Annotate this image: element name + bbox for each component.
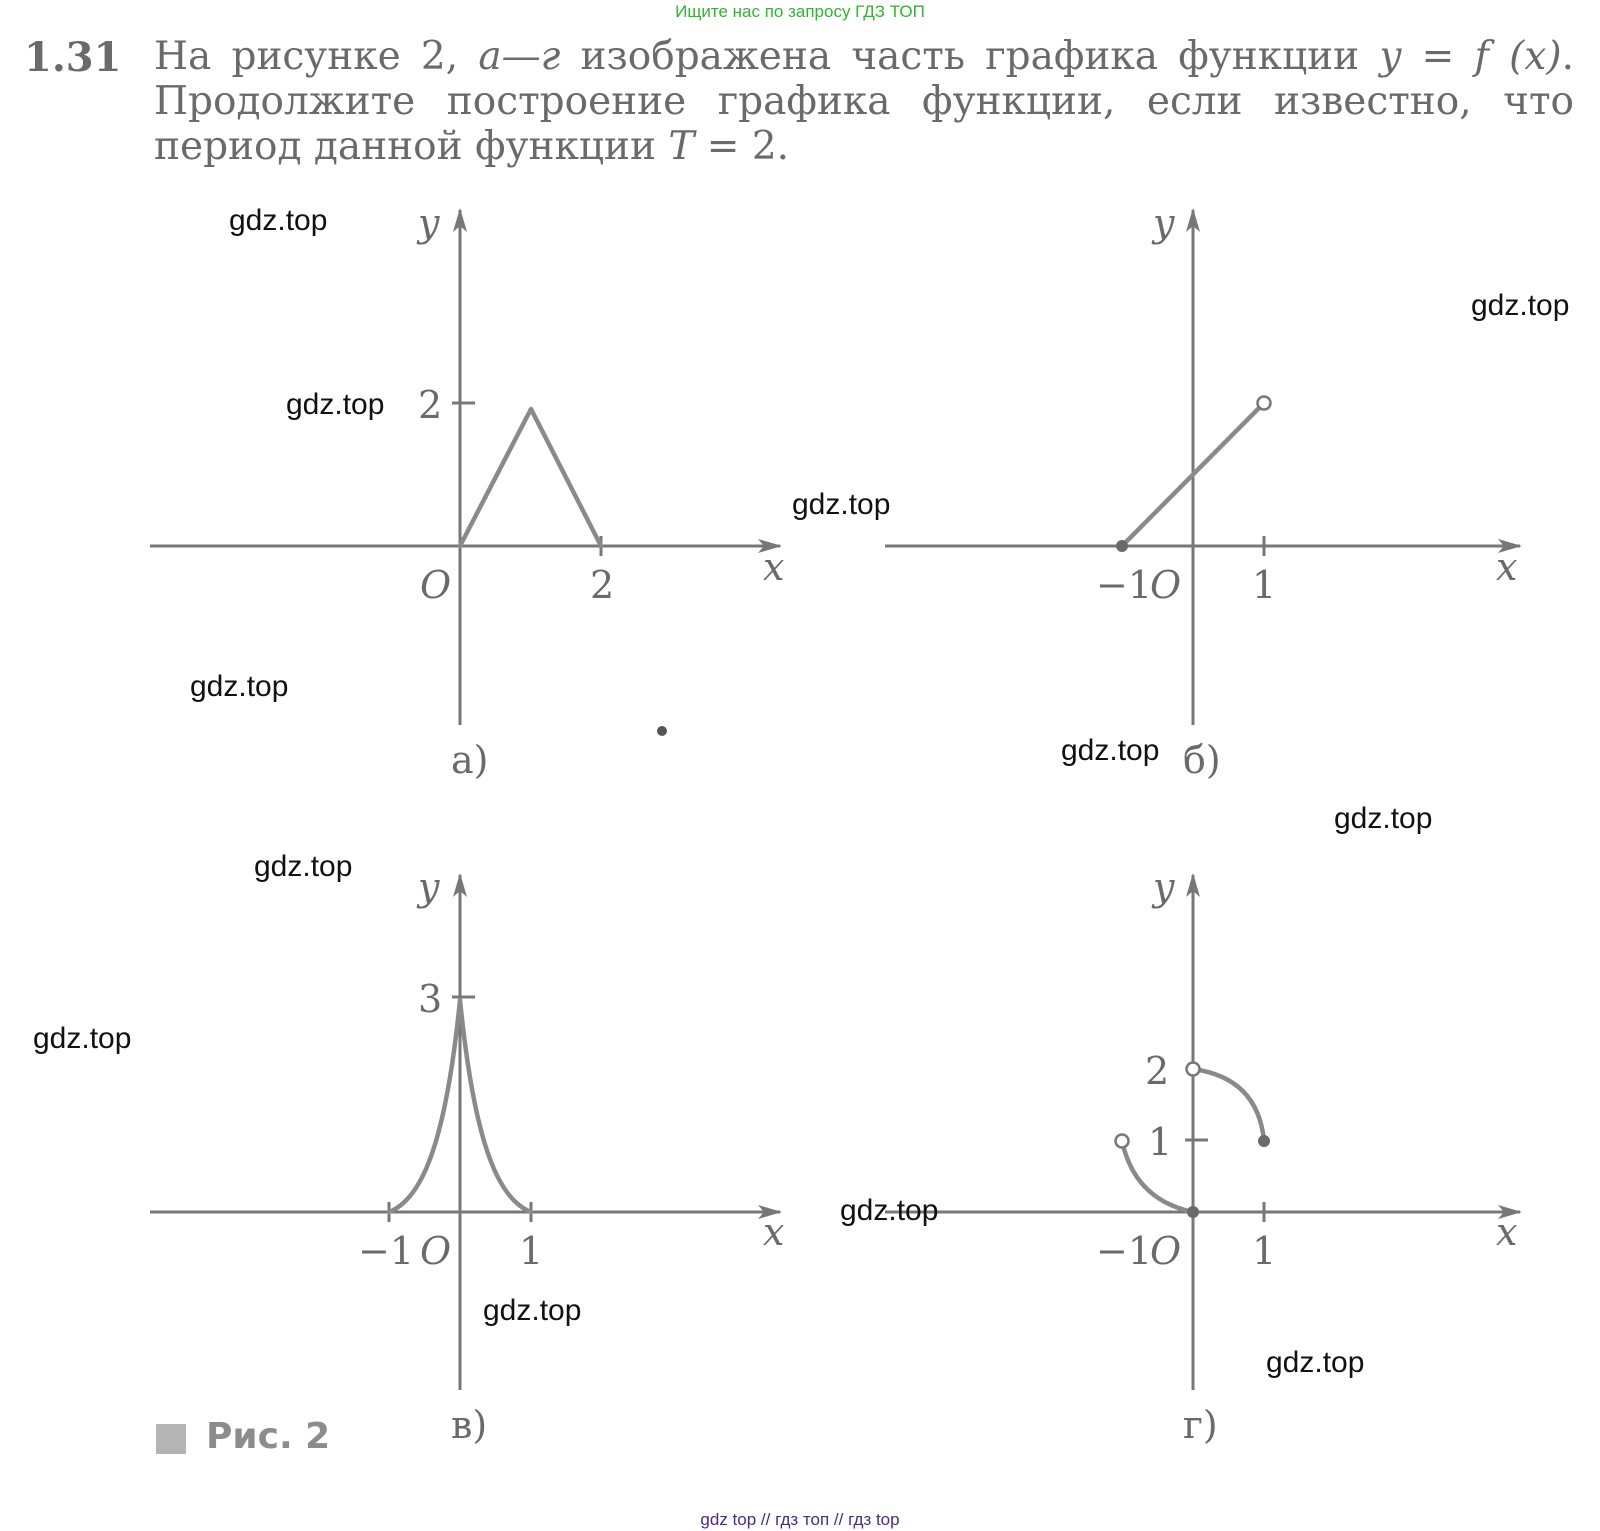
x-tick-label: −1	[358, 1229, 415, 1273]
watermark: gdz.top	[229, 204, 328, 237]
panel-caption-b: б)	[1183, 738, 1221, 782]
panel-caption-v: в)	[451, 1403, 488, 1447]
text-fragment: На рисунке 2,	[154, 34, 479, 79]
period-value: = 2.	[694, 124, 790, 169]
closed-endpoint	[1258, 1135, 1270, 1147]
y-axis-label: y	[1153, 865, 1175, 909]
watermark: gdz.top	[483, 1294, 582, 1327]
closed-endpoint	[1116, 540, 1128, 552]
open-endpoint	[1258, 397, 1271, 410]
x-tick-label: 1	[519, 1229, 544, 1273]
x-axis-label: x	[763, 545, 785, 589]
triangle-graph	[460, 409, 601, 546]
watermark: gdz.top	[254, 850, 353, 883]
closed-endpoint	[1187, 1206, 1199, 1218]
print-speck	[657, 726, 667, 736]
watermark: gdz.top	[792, 488, 891, 521]
text-fragment: .	[1561, 34, 1574, 79]
x-tick-label: −1	[1096, 1229, 1153, 1273]
origin-label: O	[420, 1229, 452, 1273]
watermark: gdz.top	[190, 670, 289, 703]
right-arc-graph	[1193, 1069, 1264, 1141]
watermark: gdz.top	[1334, 802, 1433, 835]
graph-panel-b	[885, 201, 1520, 782]
x-tick-label: 1	[1252, 1229, 1277, 1273]
x-axis-label: x	[1496, 545, 1518, 589]
origin-label: O	[1150, 563, 1182, 607]
figure-caption-text: Рис. 2	[206, 1416, 331, 1457]
period-symbol: T	[668, 124, 695, 169]
x-tick-label: 1	[1252, 563, 1277, 607]
y-tick-label: 1	[1148, 1120, 1173, 1164]
y-tick-label: 2	[1145, 1049, 1170, 1093]
watermark: gdz.top	[1266, 1346, 1365, 1379]
graph-panel-v	[150, 865, 784, 1447]
y-axis-label: y	[1153, 201, 1175, 245]
letters-range: а—г	[478, 34, 561, 79]
problem-line-2: Продолжите построение графика функции, если известно, что	[154, 79, 1574, 124]
x-axis-label: x	[763, 1210, 785, 1254]
x-tick-label: 2	[590, 563, 615, 607]
open-endpoint	[1187, 1063, 1200, 1076]
text-fragment: период данной функции	[154, 124, 669, 169]
text-fragment: изображена часть графика функции	[560, 34, 1380, 79]
problem-number: 1.31	[24, 34, 122, 81]
function-formula: y = f (x)	[1379, 34, 1562, 79]
search-hint-banner: Ищите нас по запросу ГДЗ ТОП	[675, 2, 925, 21]
watermark: gdz.top	[1471, 289, 1570, 322]
y-axis-label: y	[418, 865, 440, 909]
graph-panel-g	[885, 865, 1520, 1447]
watermark: gdz.top	[840, 1194, 939, 1227]
panel-caption-g: г)	[1183, 1403, 1218, 1447]
origin-label: O	[1150, 1229, 1182, 1273]
footer-banner: gdz top // гдз топ // гдз top	[700, 1510, 900, 1529]
open-endpoint	[1116, 1135, 1129, 1148]
watermark: gdz.top	[1061, 734, 1160, 767]
watermark: gdz.top	[33, 1022, 132, 1055]
x-tick-label: −1	[1096, 563, 1153, 607]
y-tick-label: 2	[418, 383, 443, 427]
panel-caption-a: а)	[451, 738, 489, 782]
watermark: gdz.top	[286, 388, 385, 421]
figure-caption	[156, 1416, 330, 1457]
y-axis-label: y	[418, 201, 440, 245]
x-axis-label: x	[1496, 1210, 1518, 1254]
origin-label: O	[420, 563, 452, 607]
y-tick-label: 3	[418, 977, 443, 1021]
